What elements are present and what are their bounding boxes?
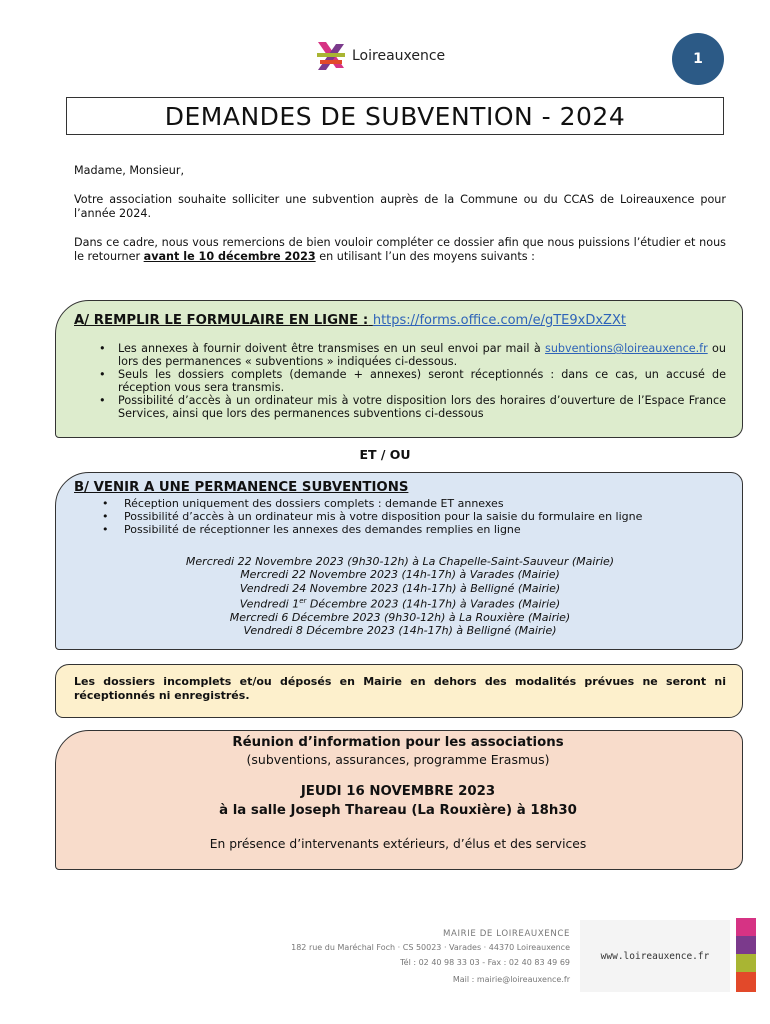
date-line: Vendredi 8 Décembre 2023 (14h-17h) à Belligné (Mairie) (243, 624, 557, 638)
footer-address (150, 927, 570, 986)
color-bar (736, 936, 756, 954)
date-line: Mercredi 6 Décembre 2023 (9h30-12h) à La Rouxière (Mairie) (229, 610, 571, 624)
section-b-list (99, 498, 729, 536)
section-b-title: B/ VENIR A UNE PERMANENCE SUBVENTIONS (74, 480, 409, 495)
list-item: • Possibilité d’accès à un ordinateur mis à votre disposition lors des horaires d’ouverture de l’Espace France Services, ainsi que lors des permanences subventions ci-dessous (96, 395, 726, 420)
color-bar (736, 918, 756, 936)
intro-paragraph-2: Dans ce cadre, nous vous remercions de bien vouloir compléter ce dossier afin que nous puissions l’étudier et nous le retourner avant le 10 décembre 2023 en utilisant l’un des moyens suivants : (74, 236, 726, 263)
logo (316, 38, 445, 74)
list-item: • Les annexes à fournir doivent être transmises en un seul envoi par mail à subventions@loireauxence.fr ou lors des permanences « subventions » indiquées ci-dessous. (96, 343, 726, 368)
meeting-place: à la salle Joseph Thareau (La Rouxière) à 18h30 (219, 803, 577, 818)
deadline: avant le 10 décembre 2023 (143, 250, 316, 263)
footer-mail: Mail : mairie@loireauxence.fr (452, 975, 570, 984)
meeting-date: JEUDI 16 NOVEMBRE 2023 (300, 784, 496, 799)
page-number-badge: 1 (672, 33, 724, 85)
meeting-note: En présence d’intervenants extérieurs, d’élus et des services (209, 837, 587, 851)
footer-street: 182 rue du Maréchal Foch · CS 50023 · Varades · 44370 Loireauxence (291, 943, 570, 952)
color-bar (736, 972, 756, 992)
list-item: • Réception uniquement des dossiers complets : demande ET annexes (99, 498, 729, 511)
date-line: Mercredi 22 Novembre 2023 (14h-17h) à Varades (Mairie) (240, 568, 560, 582)
footer-phone: Tél : 02 40 98 33 03 - Fax : 02 40 83 49 69 (400, 958, 570, 967)
date-line: Vendredi 1er Décembre 2023 (14h-17h) à Varades (Mairie) (239, 596, 561, 611)
date-line: Vendredi 24 Novembre 2023 (14h-17h) à Belligné (Mairie) (239, 581, 561, 595)
page-title: DEMANDES DE SUBVENTION - 2024 (66, 97, 724, 135)
permanence-dates (74, 555, 726, 637)
date-line: Mercredi 22 Novembre 2023 (9h30-12h) à La Chapelle-Saint-Sauveur (Mairie) (185, 555, 615, 568)
logo-text: Loireauxence (352, 48, 446, 64)
list-item: • Seuls les dossiers complets (demande + annexes) seront réceptionnés : dans ce cas, un accusé de réception vous sera transmis. (96, 369, 726, 394)
salutation: Madame, Monsieur, (74, 164, 185, 177)
section-a-title: A/ REMPLIR LE FORMULAIRE EN LIGNE : https://forms.office.com/e/gTE9xDxZXt (74, 313, 626, 328)
color-bar (736, 954, 756, 972)
meeting-title: Réunion d’information pour les associations (232, 735, 564, 750)
loireauxence-logo-icon (316, 40, 346, 72)
warning-text: Les dossiers incomplets et/ou déposés en Mairie en dehors des modalités prévues ne seront ni réceptionnés ni enregistrés. (74, 675, 726, 702)
list-item: • Possibilité de réceptionner les annexes des demandes remplies en ligne (99, 524, 729, 537)
form-link[interactable]: https://forms.office.com/e/gTE9xDxZXt (372, 313, 626, 328)
meeting-subtitle: (subventions, assurances, programme Erasmus) (246, 752, 550, 767)
footer-org: MAIRIE DE LOIREAUXENCE (443, 929, 570, 939)
footer-website: www.loireauxence.fr (580, 920, 730, 992)
section-a-list (96, 343, 726, 421)
email-link[interactable]: subventions@loireauxence.fr (545, 342, 708, 355)
list-item: • Possibilité d’accès à un ordinateur mis à votre disposition pour la saisie du formulaire en ligne (99, 511, 729, 524)
et-ou-separator: ET / OU (359, 447, 411, 462)
intro-paragraph-1: Votre association souhaite solliciter une subvention auprès de la Commune ou du CCAS de Loireauxence pour l’année 2024. (74, 193, 726, 220)
